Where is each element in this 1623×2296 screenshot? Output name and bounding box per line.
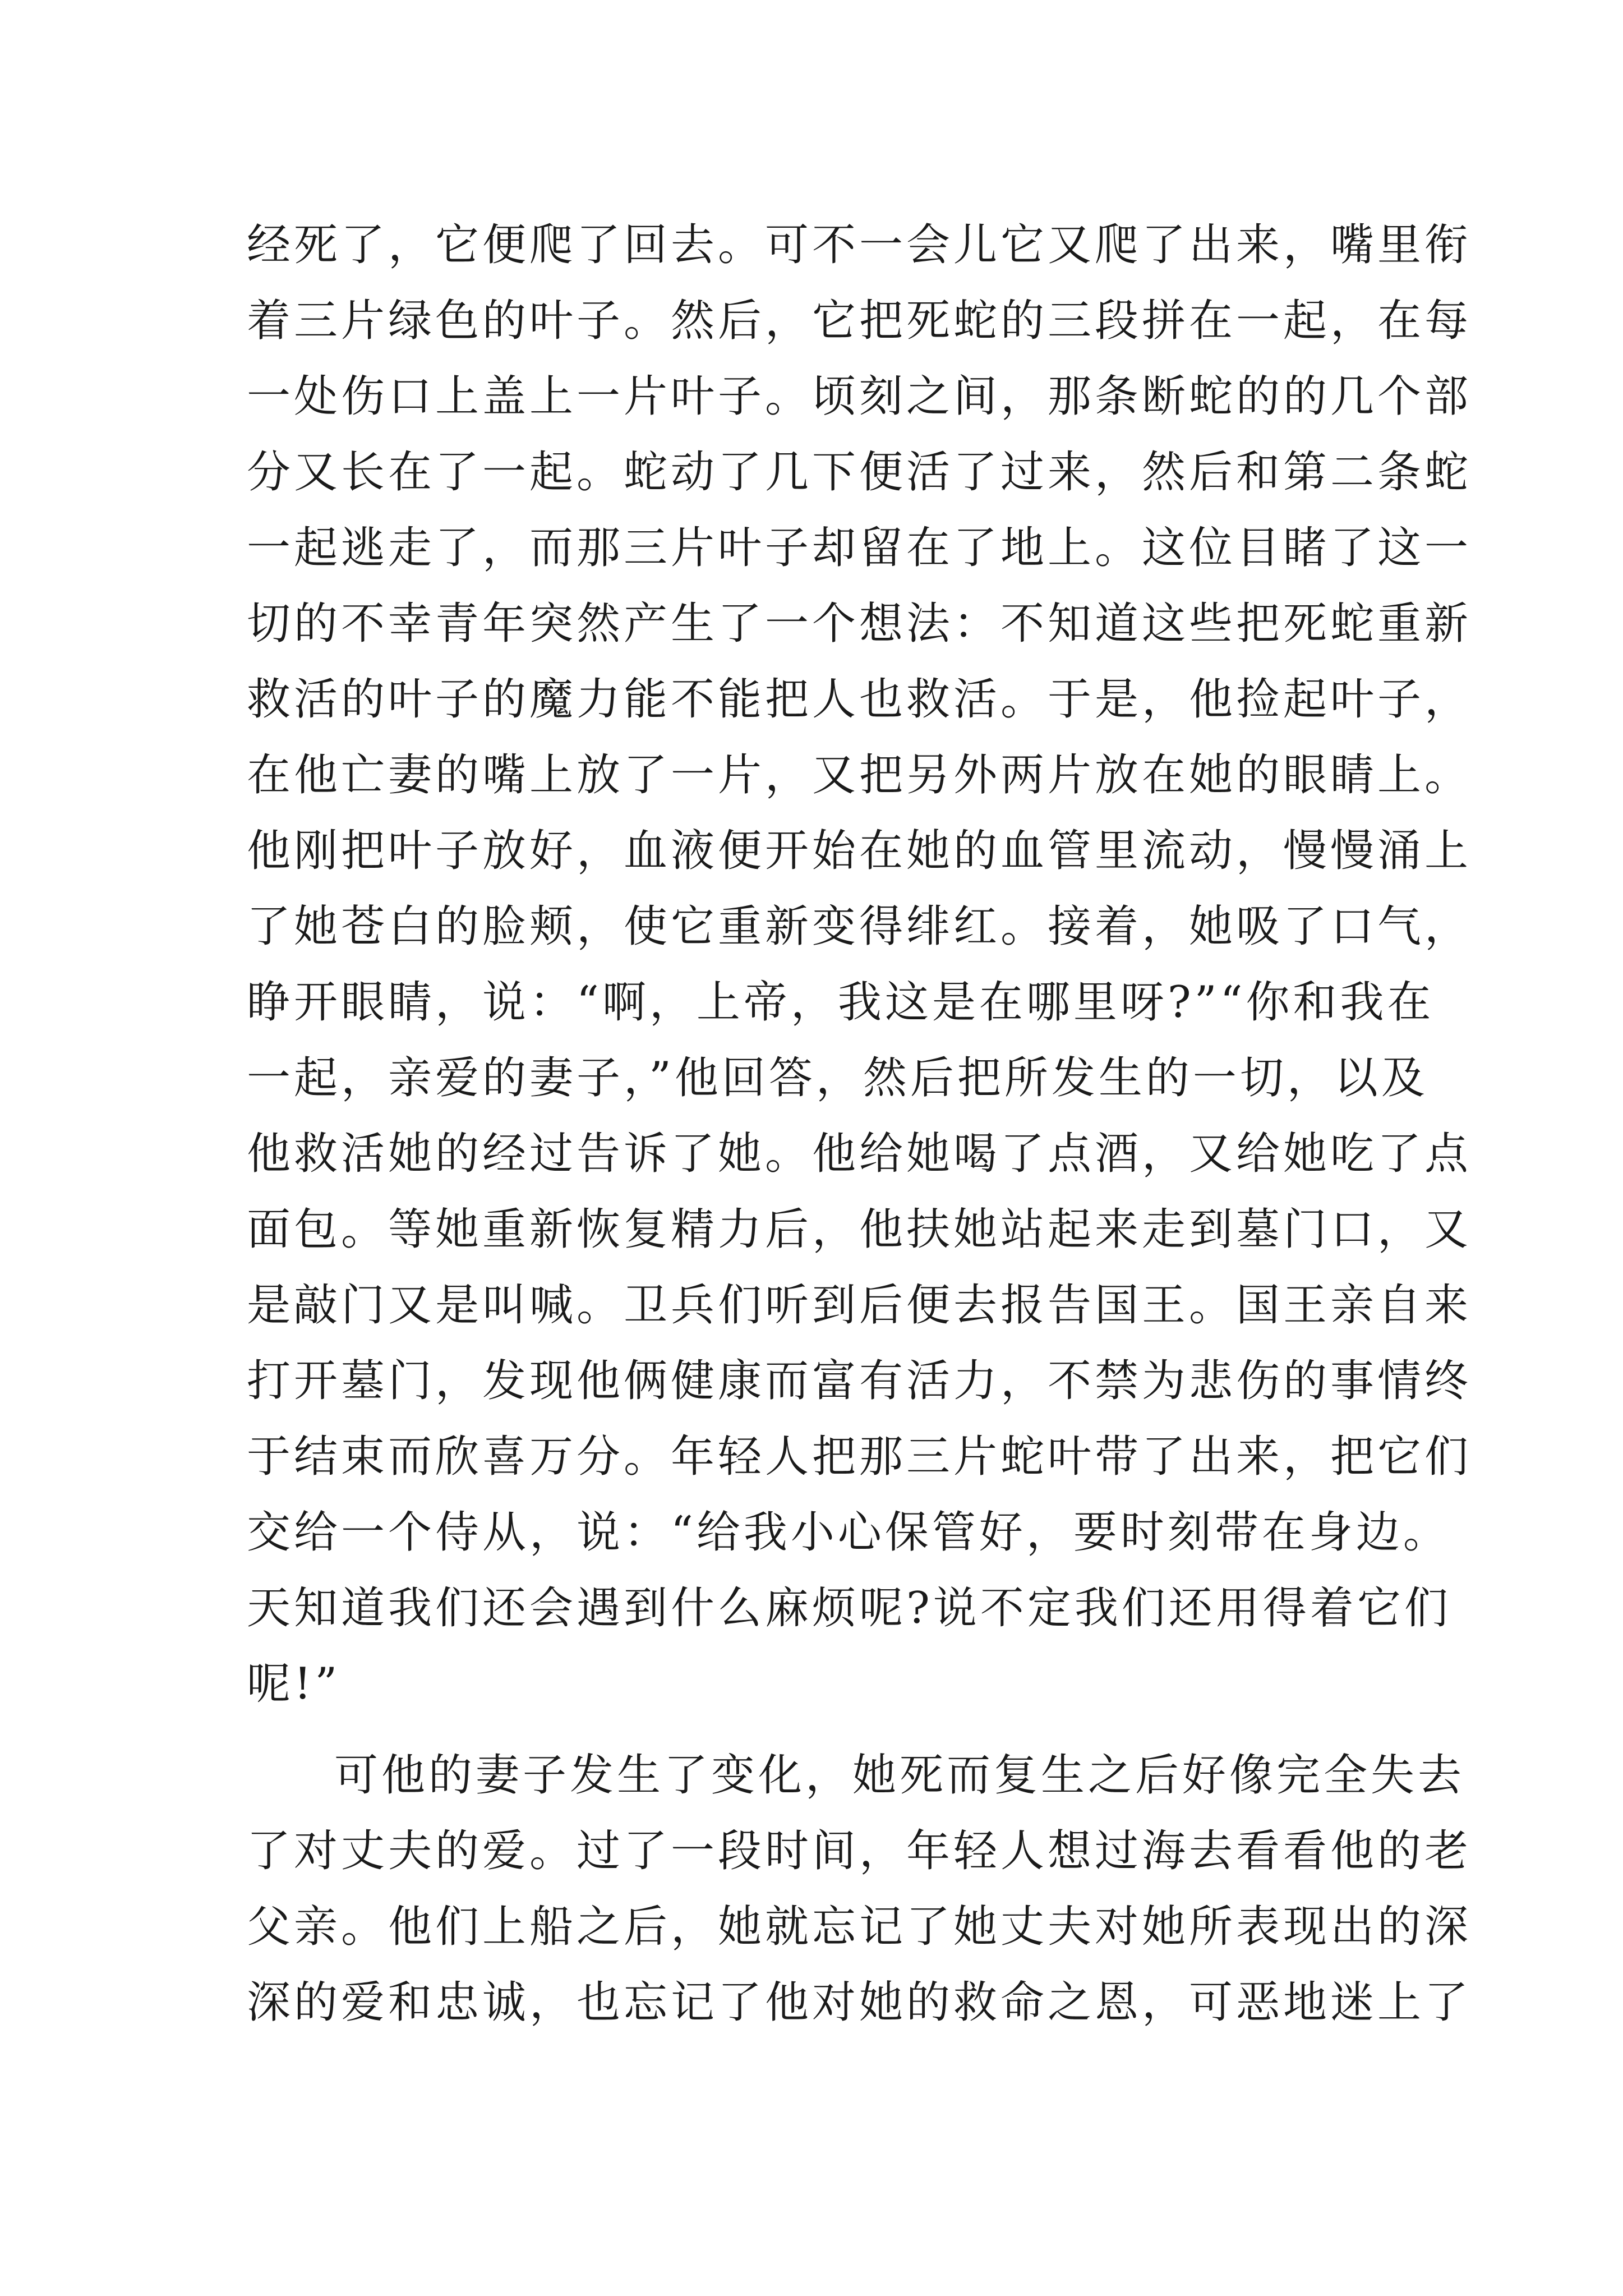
- text-line: 一起逃走了，而那三片叶子却留在了地上。这位目睹了这一: [247, 523, 1472, 573]
- paragraph-1: [247, 208, 1472, 1722]
- text-line: 救活的叶子的魔力能不能把人也救活。于是，他捡起叶子，: [247, 674, 1472, 725]
- text-line: 了对丈夫的爱。过了一段时间，年轻人想过海去看看他的老: [247, 1826, 1472, 1876]
- paragraph-2: [247, 1738, 1472, 2041]
- text-line: 交给一个侍从，说：“给我小心保管好，要时刻带在身边。: [247, 1507, 1450, 1558]
- text-line: 了她苍白的脸颊，使它重新变得绯红。接着，她吸了口气，: [247, 901, 1472, 952]
- text-line: 分又长在了一起。蛇动了几下便活了过来，然后和第二条蛇: [247, 447, 1472, 498]
- text-line: 可他的妻子发生了变化，她死而复生之后好像完全失去: [334, 1750, 1465, 1801]
- text-line: 他刚把叶子放好，血液便开始在她的血管里流动，慢慢涌上: [247, 826, 1472, 876]
- text-line: 经死了，它便爬了回去。可不一会儿它又爬了出来，嘴里衔: [247, 220, 1472, 270]
- text-line: 在他亡妻的嘴上放了一片，又把另外两片放在她的眼睛上。: [247, 750, 1472, 800]
- text-line: 着三片绿色的叶子。然后，它把死蛇的三段拼在一起，在每: [247, 296, 1472, 346]
- text-line: 天知道我们还会遇到什么麻烦呢?说不定我们还用得着它们: [247, 1583, 1451, 1634]
- text-line: 一起，亲爱的妻子，”他回答，然后把所发生的一切，以及: [247, 1053, 1428, 1103]
- text-line: 切的不幸青年突然产生了一个想法：不知道这些把死蛇重新: [247, 599, 1472, 649]
- text-line: 一处伤口上盖上一片叶子。顷刻之间，那条断蛇的的几个部: [247, 371, 1472, 422]
- text-line: 父亲。他们上船之后，她就忘记了她丈夫对她所表现出的深: [247, 1902, 1472, 1952]
- text-line: 睁开眼睛，说：“啊，上帝，我这是在哪里呀?”“你和我在: [247, 977, 1435, 1028]
- text-line: 打开墓门，发现他俩健康而富有活力，不禁为悲伤的事情终: [247, 1356, 1472, 1406]
- text-line: 面包。等她重新恢复精力后，他扶她站起来走到墓门口，又: [247, 1204, 1472, 1255]
- body-text: [247, 208, 1472, 2041]
- text-line: 呢!”: [247, 1659, 341, 1709]
- text-line: 于结束而欣喜万分。年轻人把那三片蛇叶带了出来，把它们: [247, 1432, 1472, 1482]
- text-line: 深的爱和忠诚，也忘记了他对她的救命之恩，可恶地迷上了: [247, 1977, 1472, 2028]
- paragraph-spacer: [247, 1722, 1413, 1738]
- text-line: 他救活她的经过告诉了她。他给她喝了点酒，又给她吃了点: [247, 1129, 1472, 1179]
- text-line: 是敲门又是叫喊。卫兵们听到后便去报告国王。国王亲自来: [247, 1280, 1472, 1331]
